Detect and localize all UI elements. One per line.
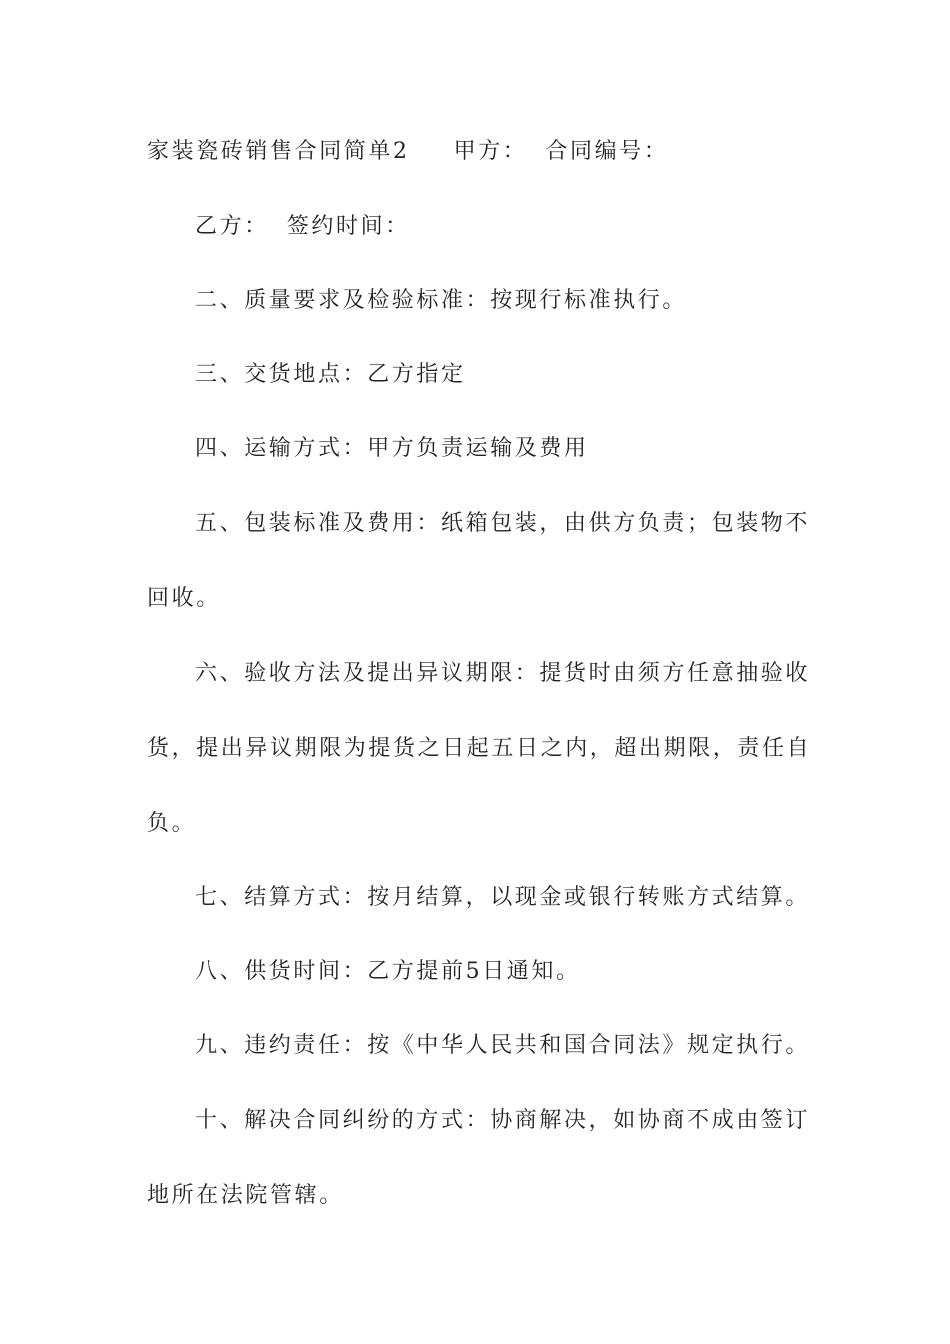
clause-supply-time: 八、供货时间：乙方提前5日通知。	[195, 959, 581, 984]
sign-time-label: 签约时间：	[286, 214, 410, 239]
clause-acceptance-line-2: 货，提出异议期限为提货之日起五日之内，超出期限，责任自	[147, 736, 812, 761]
party-b-label: 乙方：	[195, 214, 269, 239]
clause-delivery-location: 三、交货地点：乙方指定	[195, 362, 466, 387]
document-title: 家装瓷砖销售合同简单2	[147, 139, 410, 164]
clause-dispute-line-1: 十、解决合同纠纷的方式：协商解决，如协商不成由签订	[195, 1108, 811, 1133]
clause-acceptance-line-3: 负。	[147, 811, 197, 836]
clause-dispute-line-2: 地所在法院管辖。	[147, 1183, 344, 1208]
clause-transport: 四、运输方式：甲方负责运输及费用	[195, 436, 589, 461]
clause-liability: 九、违约责任：按《中华人民共和国合同法》规定执行。	[195, 1033, 811, 1058]
clause-packaging-line-1: 五、包装标准及费用：纸箱包装，由供方负责；包装物不	[195, 511, 811, 536]
party-a-label: 甲方：	[453, 139, 528, 164]
party-b-line	[195, 212, 865, 242]
clause-acceptance-line-1: 六、验收方法及提出异议期限：提货时由须方任意抽验收	[195, 661, 811, 686]
clause-packaging-line-2: 回收。	[147, 586, 221, 611]
contract-number-label: 合同编号：	[545, 139, 669, 164]
header-line	[147, 137, 817, 167]
clause-quality: 二、质量要求及检验标准：按现行标准执行。	[195, 288, 688, 313]
clause-settlement: 七、结算方式：按月结算，以现金或银行转账方式结算。	[195, 885, 811, 910]
